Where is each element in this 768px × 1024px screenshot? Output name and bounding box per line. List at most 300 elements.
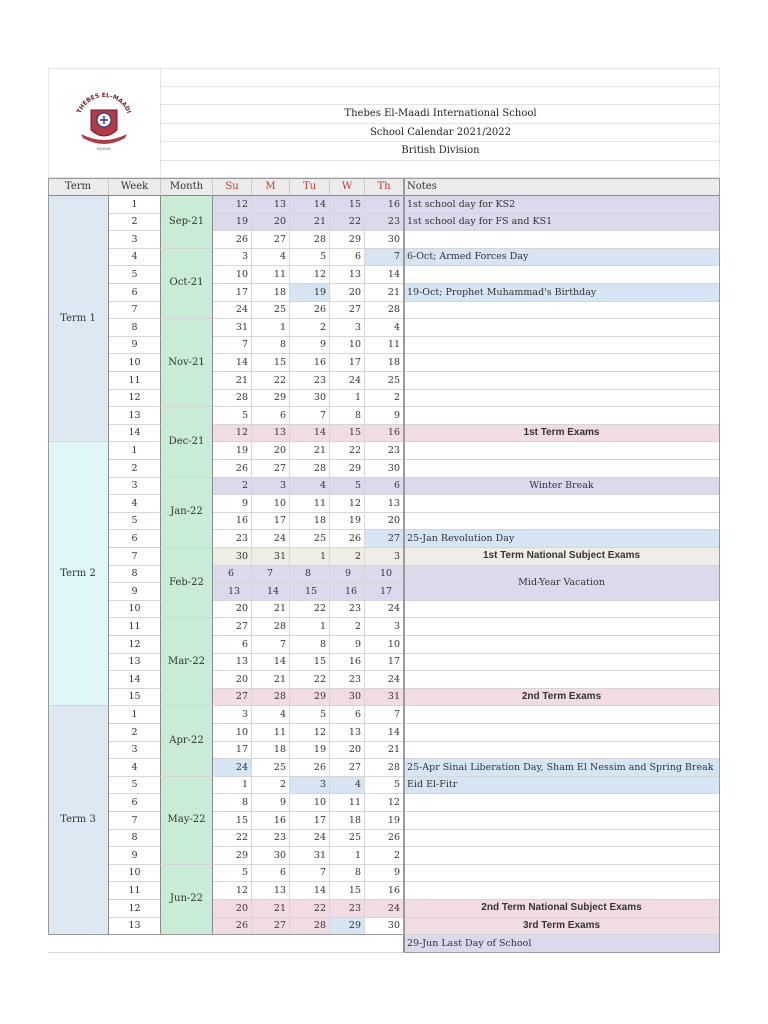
day-tu-cell: 21	[290, 442, 330, 460]
day-th-cell: 7	[365, 249, 404, 267]
day-tu-cell: 4	[290, 478, 330, 496]
day-th-cell: 30	[365, 918, 404, 936]
week-number: 14	[109, 671, 161, 689]
day-w-cell: 20	[330, 742, 365, 760]
day-th-cell: 2	[365, 847, 404, 865]
day-m-cell: 6	[252, 407, 290, 425]
day-th-cell: 6	[365, 478, 404, 496]
note-cell	[404, 724, 720, 742]
note-cell: 1st school day for KS2	[404, 196, 720, 214]
day-su-cell: 6	[213, 636, 252, 654]
day-th-cell: 4	[365, 319, 404, 337]
day-th-cell: 2	[365, 390, 404, 408]
day-w-cell: 12	[330, 495, 365, 513]
day-th-cell: 21	[365, 284, 404, 302]
month-cell: Nov-21	[161, 319, 213, 407]
day-tu-cell: 17	[290, 812, 330, 830]
day-m-cell: 6	[252, 865, 290, 883]
day-su-cell: 14	[213, 354, 252, 372]
day-su-cell: 17	[213, 284, 252, 302]
note-cell	[404, 495, 720, 513]
header-blank-1	[161, 68, 720, 87]
week-number: 3	[109, 742, 161, 760]
week-number: 7	[109, 548, 161, 566]
day-m-cell: 20	[252, 442, 290, 460]
column-header-th: Th	[365, 178, 404, 196]
week-number: 11	[109, 618, 161, 636]
day-th-cell: 19	[365, 812, 404, 830]
school-logo	[48, 68, 161, 178]
note-cell: Eid El-Fitr	[404, 777, 720, 795]
day-su-cell: 3	[213, 706, 252, 724]
day-w-cell: 6	[330, 249, 365, 267]
day-m-cell: 13	[252, 196, 290, 214]
day-th-cell: 31	[365, 689, 404, 707]
day-tu-cell: 5	[290, 706, 330, 724]
day-w-cell: 27	[330, 759, 365, 777]
day-tu-cell: 19	[290, 742, 330, 760]
day-su-cell: 13	[213, 583, 252, 601]
day-tu-cell: 2	[290, 319, 330, 337]
day-th-cell: 9	[365, 407, 404, 425]
day-tu-cell: 15	[290, 583, 330, 601]
day-m-cell: 27	[252, 231, 290, 249]
week-number: 8	[109, 566, 161, 584]
week-number: 9	[109, 337, 161, 355]
note-cell	[404, 442, 720, 460]
day-tu-cell: 31	[290, 847, 330, 865]
day-w-cell: 22	[330, 442, 365, 460]
day-su-cell: 16	[213, 513, 252, 531]
day-m-cell: 2	[252, 777, 290, 795]
note-cell	[404, 671, 720, 689]
week-number: 8	[109, 319, 161, 337]
day-tu-cell: 23	[290, 372, 330, 390]
day-su-cell: 29	[213, 847, 252, 865]
day-w-cell: 10	[330, 337, 365, 355]
note-cell: 19-Oct; Prophet Muhammad's Birthday	[404, 284, 720, 302]
month-cell: Jun-22	[161, 865, 213, 935]
day-th-cell: 12	[365, 794, 404, 812]
day-tu-cell: 15	[290, 654, 330, 672]
day-tu-cell: 8	[290, 636, 330, 654]
note-cell: 1st school day for FS and KS1	[404, 214, 720, 232]
note-cell	[404, 460, 720, 478]
day-m-cell: 18	[252, 284, 290, 302]
day-m-cell: 14	[252, 583, 290, 601]
column-header-w: W	[330, 178, 365, 196]
day-m-cell: 15	[252, 354, 290, 372]
note-cell	[404, 231, 720, 249]
week-number: 10	[109, 601, 161, 619]
note-cell: 3rd Term Exams	[404, 918, 720, 936]
day-tu-cell: 14	[290, 882, 330, 900]
day-tu-cell: 19	[290, 284, 330, 302]
month-cell: Dec-21	[161, 407, 213, 477]
day-w-cell: 17	[330, 354, 365, 372]
day-th-cell: 16	[365, 196, 404, 214]
day-m-cell: 24	[252, 530, 290, 548]
week-number: 5	[109, 266, 161, 284]
day-w-cell: 15	[330, 196, 365, 214]
day-m-cell: 27	[252, 460, 290, 478]
day-m-cell: 7	[252, 636, 290, 654]
day-th-cell: 16	[365, 425, 404, 443]
day-w-cell: 8	[330, 407, 365, 425]
day-tu-cell: 3	[290, 777, 330, 795]
note-cell: 6-Oct; Armed Forces Day	[404, 249, 720, 267]
day-tu-cell: 11	[290, 495, 330, 513]
note-cell	[404, 354, 720, 372]
month-cell: May-22	[161, 777, 213, 865]
day-tu-cell: 22	[290, 671, 330, 689]
week-number: 14	[109, 425, 161, 443]
week-number: 7	[109, 302, 161, 320]
day-w-cell: 23	[330, 900, 365, 918]
day-w-cell: 2	[330, 618, 365, 636]
footer-blank	[48, 935, 404, 953]
day-m-cell: 25	[252, 759, 290, 777]
day-tu-cell: 1	[290, 618, 330, 636]
week-number: 11	[109, 882, 161, 900]
day-tu-cell: 21	[290, 214, 330, 232]
day-th-cell: 14	[365, 266, 404, 284]
day-th-cell: 23	[365, 214, 404, 232]
day-w-cell: 29	[330, 460, 365, 478]
note-cell	[404, 847, 720, 865]
day-w-cell: 15	[330, 425, 365, 443]
day-m-cell: 14	[252, 654, 290, 672]
day-m-cell: 8	[252, 337, 290, 355]
day-w-cell: 13	[330, 724, 365, 742]
day-m-cell: 16	[252, 812, 290, 830]
day-su-cell: 1	[213, 777, 252, 795]
day-su-cell: 26	[213, 460, 252, 478]
day-w-cell: 6	[330, 706, 365, 724]
day-su-cell: 21	[213, 372, 252, 390]
school-name: Thebes El-Maadi International School	[161, 105, 720, 124]
day-m-cell: 4	[252, 249, 290, 267]
day-th-cell: 24	[365, 671, 404, 689]
calendar-sheet	[48, 68, 720, 956]
note-cell	[404, 337, 720, 355]
week-number: 4	[109, 249, 161, 267]
note-cell	[404, 407, 720, 425]
day-tu-cell: 14	[290, 196, 330, 214]
day-tu-cell: 30	[290, 390, 330, 408]
column-header-m: M	[252, 178, 290, 196]
day-tu-cell: 28	[290, 231, 330, 249]
day-th-cell: 10	[365, 566, 404, 584]
day-th-cell: 27	[365, 530, 404, 548]
day-su-cell: 13	[213, 654, 252, 672]
day-tu-cell: 7	[290, 407, 330, 425]
day-tu-cell: 29	[290, 689, 330, 707]
term-cell: Term 1	[48, 196, 109, 442]
day-su-cell: 8	[213, 794, 252, 812]
day-th-cell: 30	[365, 231, 404, 249]
day-th-cell: 3	[365, 548, 404, 566]
note-cell: 1st Term National Subject Exams	[404, 548, 720, 566]
day-su-cell: 12	[213, 196, 252, 214]
week-number: 3	[109, 231, 161, 249]
day-w-cell: 30	[330, 689, 365, 707]
day-m-cell: 13	[252, 425, 290, 443]
day-w-cell: 29	[330, 231, 365, 249]
day-w-cell: 23	[330, 601, 365, 619]
day-w-cell: 1	[330, 390, 365, 408]
day-su-cell: 27	[213, 689, 252, 707]
day-su-cell: 27	[213, 618, 252, 636]
day-w-cell: 5	[330, 478, 365, 496]
week-number: 9	[109, 847, 161, 865]
day-th-cell: 25	[365, 372, 404, 390]
day-th-cell: 23	[365, 442, 404, 460]
day-su-cell: 9	[213, 495, 252, 513]
week-number: 6	[109, 284, 161, 302]
day-su-cell: 20	[213, 900, 252, 918]
day-su-cell: 17	[213, 742, 252, 760]
week-number: 12	[109, 390, 161, 408]
day-m-cell: 9	[252, 794, 290, 812]
day-su-cell: 26	[213, 231, 252, 249]
day-m-cell: 25	[252, 302, 290, 320]
day-w-cell: 3	[330, 319, 365, 337]
week-number: 11	[109, 372, 161, 390]
week-number: 1	[109, 442, 161, 460]
calendar-title: School Calendar 2021/2022	[161, 124, 720, 142]
week-number: 2	[109, 724, 161, 742]
day-th-cell: 28	[365, 302, 404, 320]
day-su-cell: 12	[213, 882, 252, 900]
day-tu-cell: 16	[290, 354, 330, 372]
day-su-cell: 31	[213, 319, 252, 337]
day-th-cell: 10	[365, 636, 404, 654]
month-cell: Sep-21	[161, 196, 213, 249]
day-th-cell: 24	[365, 601, 404, 619]
day-tu-cell: 8	[290, 566, 330, 584]
day-w-cell: 29	[330, 918, 365, 936]
day-w-cell: 22	[330, 214, 365, 232]
day-m-cell: 4	[252, 706, 290, 724]
note-cell	[404, 636, 720, 654]
day-m-cell: 30	[252, 847, 290, 865]
week-number: 1	[109, 706, 161, 724]
day-w-cell: 11	[330, 794, 365, 812]
term-cell: Term 3	[48, 706, 109, 935]
week-number: 12	[109, 900, 161, 918]
day-m-cell: 18	[252, 742, 290, 760]
day-su-cell: 10	[213, 724, 252, 742]
day-w-cell: 4	[330, 777, 365, 795]
note-cell	[404, 601, 720, 619]
day-su-cell: 15	[213, 812, 252, 830]
day-m-cell: 7	[252, 566, 290, 584]
day-w-cell: 9	[330, 636, 365, 654]
day-tu-cell: 5	[290, 249, 330, 267]
day-w-cell: 27	[330, 302, 365, 320]
division-title: British Division	[161, 142, 720, 161]
month-cell: Oct-21	[161, 249, 213, 319]
column-header-week: Week	[109, 178, 161, 196]
day-su-cell: 5	[213, 865, 252, 883]
day-tu-cell: 9	[290, 337, 330, 355]
note-cell	[404, 830, 720, 848]
column-header-su: Su	[213, 178, 252, 196]
day-m-cell: 13	[252, 882, 290, 900]
day-m-cell: 11	[252, 266, 290, 284]
day-m-cell: 20	[252, 214, 290, 232]
note-cell	[404, 706, 720, 724]
day-su-cell: 5	[213, 407, 252, 425]
day-su-cell: 22	[213, 830, 252, 848]
day-tu-cell: 28	[290, 460, 330, 478]
day-m-cell: 1	[252, 319, 290, 337]
week-number: 8	[109, 830, 161, 848]
day-w-cell: 15	[330, 882, 365, 900]
day-su-cell: 20	[213, 601, 252, 619]
week-number: 6	[109, 530, 161, 548]
day-su-cell: 12	[213, 425, 252, 443]
day-th-cell: 17	[365, 654, 404, 672]
week-number: 5	[109, 513, 161, 531]
note-cell: 25-Jan Revolution Day	[404, 530, 720, 548]
day-th-cell: 7	[365, 706, 404, 724]
day-th-cell: 13	[365, 495, 404, 513]
day-su-cell: 20	[213, 671, 252, 689]
day-th-cell: 3	[365, 618, 404, 636]
week-number: 10	[109, 354, 161, 372]
day-w-cell: 16	[330, 583, 365, 601]
week-number: 2	[109, 214, 161, 232]
day-m-cell: 28	[252, 618, 290, 636]
day-w-cell: 26	[330, 530, 365, 548]
day-w-cell: 19	[330, 513, 365, 531]
day-su-cell: 6	[213, 566, 252, 584]
day-m-cell: 21	[252, 671, 290, 689]
week-number: 9	[109, 583, 161, 601]
day-w-cell: 9	[330, 566, 365, 584]
day-m-cell: 21	[252, 601, 290, 619]
day-w-cell: 23	[330, 671, 365, 689]
day-th-cell: 9	[365, 865, 404, 883]
month-cell: Apr-22	[161, 706, 213, 776]
day-tu-cell: 28	[290, 918, 330, 936]
day-m-cell: 21	[252, 900, 290, 918]
day-m-cell: 22	[252, 372, 290, 390]
day-m-cell: 23	[252, 830, 290, 848]
day-tu-cell: 25	[290, 530, 330, 548]
note-cell: 25-Apr Sinai Liberation Day, Sham El Nessim and Spring Break	[404, 759, 720, 777]
last-day-note: 29-Jun Last Day of School	[404, 935, 720, 953]
note-cell: Winter Break	[404, 478, 720, 496]
day-th-cell: 28	[365, 759, 404, 777]
week-number: 3	[109, 478, 161, 496]
month-cell: Feb-22	[161, 548, 213, 618]
note-cell	[404, 742, 720, 760]
month-cell: Jan-22	[161, 478, 213, 548]
column-header-term: Term	[48, 178, 109, 196]
day-m-cell: 11	[252, 724, 290, 742]
day-w-cell: 13	[330, 266, 365, 284]
note-cell	[404, 865, 720, 883]
day-tu-cell: 22	[290, 601, 330, 619]
note-cell: 1st Term Exams	[404, 425, 720, 443]
week-number: 4	[109, 759, 161, 777]
week-number: 12	[109, 636, 161, 654]
note-cell	[404, 372, 720, 390]
day-w-cell: 1	[330, 847, 365, 865]
note-cell	[404, 302, 720, 320]
note-cell	[404, 390, 720, 408]
day-w-cell: 18	[330, 812, 365, 830]
day-tu-cell: 12	[290, 724, 330, 742]
term-cell: Term 2	[48, 442, 109, 706]
week-number: 15	[109, 689, 161, 707]
day-w-cell: 8	[330, 865, 365, 883]
day-th-cell: 17	[365, 583, 404, 601]
day-tu-cell: 10	[290, 794, 330, 812]
week-number: 13	[109, 407, 161, 425]
week-number: 13	[109, 654, 161, 672]
day-su-cell: 19	[213, 442, 252, 460]
header-blank-2	[161, 87, 720, 105]
day-su-cell: 23	[213, 530, 252, 548]
note-cell	[404, 266, 720, 284]
month-cell: Mar-22	[161, 618, 213, 706]
header-blank-3	[161, 161, 720, 178]
note-cell	[404, 319, 720, 337]
week-number: 13	[109, 918, 161, 936]
week-number: 4	[109, 495, 161, 513]
day-th-cell: 16	[365, 882, 404, 900]
week-number: 6	[109, 794, 161, 812]
day-su-cell: 3	[213, 249, 252, 267]
day-th-cell: 21	[365, 742, 404, 760]
day-m-cell: 29	[252, 390, 290, 408]
day-th-cell: 14	[365, 724, 404, 742]
note-cell: Mid-Year Vacation	[404, 566, 720, 601]
school-crest-icon	[69, 92, 139, 154]
day-th-cell: 5	[365, 777, 404, 795]
day-tu-cell: 22	[290, 900, 330, 918]
day-th-cell: 18	[365, 354, 404, 372]
day-th-cell: 24	[365, 900, 404, 918]
day-m-cell: 3	[252, 478, 290, 496]
day-su-cell: 24	[213, 759, 252, 777]
column-header-month: Month	[161, 178, 213, 196]
week-number: 5	[109, 777, 161, 795]
day-tu-cell: 1	[290, 548, 330, 566]
day-m-cell: 28	[252, 689, 290, 707]
day-tu-cell: 12	[290, 266, 330, 284]
note-cell	[404, 513, 720, 531]
day-su-cell: 26	[213, 918, 252, 936]
note-cell	[404, 882, 720, 900]
day-w-cell: 2	[330, 548, 365, 566]
note-cell	[404, 794, 720, 812]
day-th-cell: 20	[365, 513, 404, 531]
day-su-cell: 19	[213, 214, 252, 232]
crest-subtext: SCHOOL	[96, 147, 112, 151]
day-th-cell: 11	[365, 337, 404, 355]
column-header-notes: Notes	[404, 178, 720, 196]
note-cell: 2nd Term Exams	[404, 689, 720, 707]
day-w-cell: 24	[330, 372, 365, 390]
week-number: 7	[109, 812, 161, 830]
day-su-cell: 10	[213, 266, 252, 284]
day-m-cell: 10	[252, 495, 290, 513]
